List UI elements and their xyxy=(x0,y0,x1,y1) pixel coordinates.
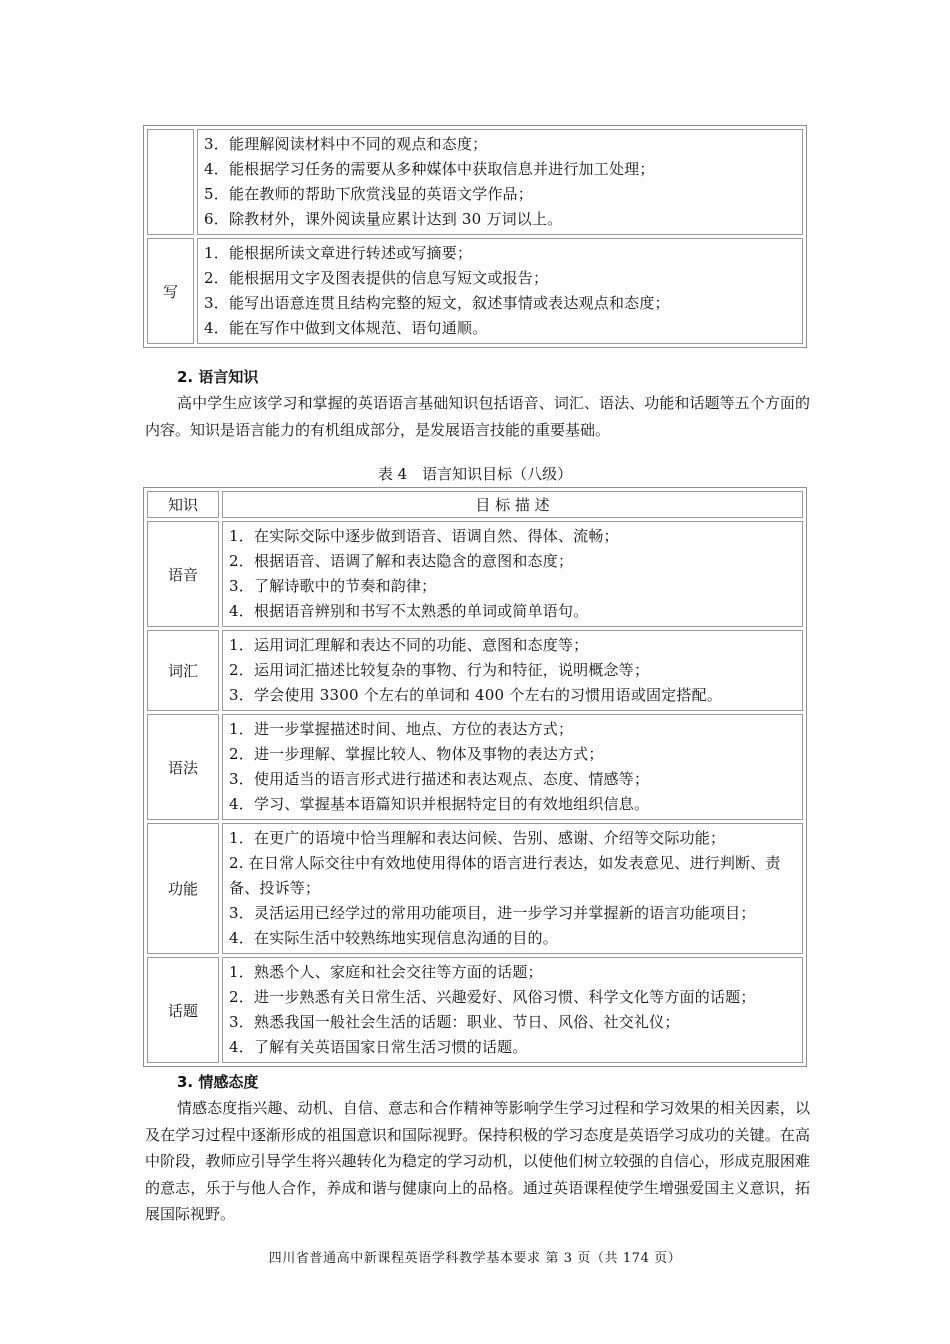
list-item: 2．进一步熟悉有关日常生活、兴趣爱好、风俗习惯、科学文化等方面的话题； xyxy=(229,988,756,1006)
language-knowledge-table xyxy=(143,487,807,1067)
row-content xyxy=(222,714,803,820)
row-label: 语音 xyxy=(147,521,219,627)
table-row xyxy=(147,823,803,954)
skills-table xyxy=(143,125,807,348)
table-caption: 表 4 语言知识目标（八级） xyxy=(377,465,573,483)
list-item: 2. 在日常人际交往中有效地使用得体的语言进行表达，如发表意见、进行判断、责备、投诉等； xyxy=(229,854,781,897)
list-item: 3．了解诗歌中的节奏和韵律； xyxy=(229,577,437,595)
list-item: 1．在更广的语境中恰当理解和表达问候、告别、感谢、介绍等交际功能； xyxy=(229,829,726,847)
list-item: 4．根据语音辨别和书写不太熟悉的单词或简单语句。 xyxy=(229,602,589,620)
row-label: 话题 xyxy=(147,957,219,1063)
list-item: 1．能根据所读文章进行转述或写摘要； xyxy=(204,244,473,262)
section-paragraph: 高中学生应该学习和掌握的英语语言基础知识包括语音、词汇、语法、功能和话题等五个方面的内容。知识是语言能力的有机组成部分，是发展语言技能的重要基础。 xyxy=(145,394,810,439)
list-item: 2．运用词汇描述比较复杂的事物、行为和特征，说明概念等； xyxy=(229,661,650,679)
table-row xyxy=(147,714,803,820)
page-footer: 四川省普通高中新课程英语学科教学基本要求 第 3 页（共 174 页） xyxy=(268,1251,682,1266)
row-label xyxy=(147,129,194,235)
list-item: 2．能根据用文字及图表提供的信息写短文或报告； xyxy=(204,269,549,287)
table-row xyxy=(147,630,803,711)
row-label: 功能 xyxy=(147,823,219,954)
list-item: 4．学习、掌握基本语篇知识并根据特定目的有效地组织信息。 xyxy=(229,795,650,813)
row-content xyxy=(222,957,803,1063)
list-item: 3．学会使用 3300 个左右的单词和 400 个左右的习惯用语或固定搭配。 xyxy=(229,686,723,704)
row-content xyxy=(222,630,803,711)
list-item: 3．熟悉我国一般社会生活的话题：职业、节日、风俗、社交礼仪； xyxy=(229,1013,680,1031)
table-row xyxy=(147,521,803,627)
list-item: 2．根据语音、语调了解和表达隐含的意图和态度； xyxy=(229,552,574,570)
list-item: 3．使用适当的语言形式进行描述和表达观点、态度、情感等； xyxy=(229,770,650,788)
list-item: 4．在实际生活中较熟练地实现信息沟通的目的。 xyxy=(229,929,558,947)
table-row xyxy=(147,238,803,344)
row-content xyxy=(222,521,803,627)
row-label: 写 xyxy=(147,238,194,344)
column-header: 目 标 描 述 xyxy=(222,491,803,518)
table-header-row xyxy=(147,491,803,518)
row-content xyxy=(197,129,803,235)
list-item: 1．运用词汇理解和表达不同的功能、意图和态度等； xyxy=(229,636,589,654)
list-item: 1．熟悉个人、家庭和社会交往等方面的话题； xyxy=(229,963,543,981)
list-item: 6．除教材外，课外阅读量应累计达到 30 万词以上。 xyxy=(204,210,563,228)
list-item: 1．进一步掌握描述时间、地点、方位的表达方式； xyxy=(229,720,574,738)
row-label: 语法 xyxy=(147,714,219,820)
list-item: 4．能根据学习任务的需要从多种媒体中获取信息并进行加工处理； xyxy=(204,160,655,178)
table-row xyxy=(147,129,803,235)
section-heading: 3. 情感态度 xyxy=(177,1073,259,1091)
row-content xyxy=(222,823,803,954)
column-header: 知识 xyxy=(147,491,219,518)
list-item: 5．能在教师的帮助下欣赏浅显的英语文学作品； xyxy=(204,185,533,203)
list-item: 3．能写出语意连贯且结构完整的短文，叙述事情或表达观点和态度； xyxy=(204,294,670,312)
row-label: 词汇 xyxy=(147,630,219,711)
row-content xyxy=(197,238,803,344)
section-paragraph: 情感态度指兴趣、动机、自信、意志和合作精神等影响学生学习过程和学习效果的相关因素，以及在学习过程中逐渐形成的祖国意识和国际视野。保持积极的学习态度是英语学习成功的关键。在高中阶段，教师应引导学生将兴趣转化为稳定的学习动机，以使他们树立较强的自信心，形成克服困难的意志，乐于与他人合作，养成和谐与健康向上的品格。通过英语课程使学生增强爱国主义意识，拓展国际视野。 xyxy=(145,1099,810,1223)
list-item: 4．能在写作中做到文体规范、语句通顺。 xyxy=(204,319,488,337)
list-item: 2．进一步理解、掌握比较人、物体及事物的表达方式； xyxy=(229,745,604,763)
list-item: 4．了解有关英语国家日常生活习惯的话题。 xyxy=(229,1038,528,1056)
list-item: 3．能理解阅读材料中不同的观点和态度； xyxy=(204,135,488,153)
list-item: 3．灵活运用已经学过的常用功能项目，进一步学习并掌握新的语言功能项目； xyxy=(229,904,756,922)
section-heading: 2. 语言知识 xyxy=(177,368,259,386)
list-item: 1．在实际交际中逐步做到语音、语调自然、得体、流畅； xyxy=(229,527,619,545)
table-row xyxy=(147,957,803,1063)
